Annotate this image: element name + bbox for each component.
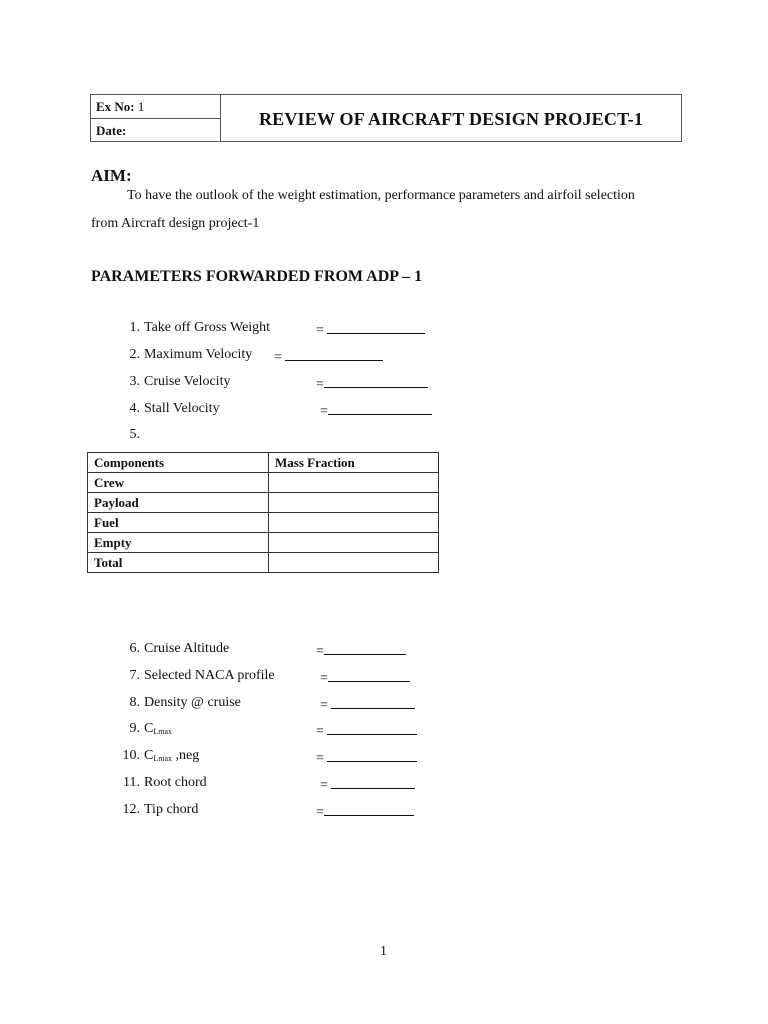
parameters-heading: PARAMETERS FORWARDED FROM ADP – 1 [91, 268, 423, 285]
item-equals: = [316, 721, 417, 740]
table-row [88, 473, 439, 493]
header-meta [91, 95, 221, 141]
item-number: 3. [129, 374, 140, 389]
item-number: 6. [129, 641, 140, 656]
aim-heading: AIM: [91, 166, 132, 185]
answer-blank [324, 641, 406, 655]
answer-blank [327, 748, 417, 762]
item-equals: = [316, 748, 417, 767]
component-cell: Fuel [88, 513, 269, 533]
item-label: Density @ cruise [144, 695, 241, 710]
column-header: Mass Fraction [269, 453, 439, 473]
mass-fraction-table [87, 452, 439, 573]
header-box [90, 94, 682, 142]
item-label: Tip chord [144, 802, 199, 817]
answer-blank [331, 775, 415, 789]
page-number: 1 [380, 944, 387, 959]
answer-blank [327, 320, 425, 334]
item-number: 11. [123, 775, 140, 790]
item-equals: = [320, 695, 415, 714]
component-cell: Total [88, 553, 269, 573]
item-equals: = [320, 668, 410, 687]
item-number: 8. [129, 695, 140, 710]
item-number: 12. [122, 802, 140, 817]
item-equals: = [320, 401, 432, 420]
item-label: Maximum Velocity [144, 347, 253, 362]
answer-blank [327, 721, 417, 735]
mass-fraction-cell [269, 493, 439, 513]
table-header-row [88, 453, 439, 473]
column-header: Components [88, 453, 269, 473]
item-number: 10. [122, 748, 140, 763]
ex-no-row [91, 95, 220, 119]
mass-fraction-cell [269, 553, 439, 573]
item-label: Take off Gross Weight [144, 320, 271, 335]
subscript: Lmax [153, 754, 173, 763]
ex-no-label: Ex No: [96, 99, 135, 114]
item-equals: = [320, 775, 415, 794]
answer-blank [324, 374, 428, 388]
date-row [91, 119, 220, 142]
item-equals: = [316, 641, 406, 660]
item-label: Stall Velocity [144, 401, 220, 416]
mass-fraction-cell [269, 473, 439, 493]
aim-text-line-2: from Aircraft design project-1 [91, 216, 260, 231]
table-row [88, 553, 439, 573]
table-row [88, 493, 439, 513]
aim-text-line-1: To have the outlook of the weight estimation, performance parameters and airfoil selection [127, 188, 635, 203]
item-number: 4. [129, 401, 140, 416]
item-label: Cruise Altitude [144, 641, 230, 656]
item-number: 9. [129, 721, 140, 736]
component-cell: Payload [88, 493, 269, 513]
item-label: Cruise Velocity [144, 374, 231, 389]
item-label: $C_{Lmax}$ ,neg [144, 748, 200, 763]
item-number: 7. [129, 668, 140, 683]
item-equals: = [316, 320, 425, 339]
answer-blank [285, 347, 383, 361]
list-item [120, 802, 324, 866]
date-label: Date: [96, 123, 127, 138]
item-number: 2. [129, 347, 140, 362]
ex-no-value: 1 [137, 99, 145, 114]
item-label: Selected NACA profile [144, 668, 275, 683]
subscript: Lmax [153, 727, 173, 736]
answer-blank [328, 668, 410, 682]
component-cell: Empty [88, 533, 269, 553]
table-row [88, 513, 439, 533]
mass-fraction-cell [269, 513, 439, 533]
item-equals: = [316, 374, 428, 393]
table-row [88, 533, 439, 553]
component-cell: Crew [88, 473, 269, 493]
answer-blank [331, 695, 415, 709]
item-number: 1. [129, 320, 140, 335]
document-title: REVIEW OF AIRCRAFT DESIGN PROJECT-1 [258, 109, 644, 129]
item-label: $C_{Lmax}$ [144, 721, 173, 736]
answer-blank [328, 401, 432, 415]
mass-fraction-cell [269, 533, 439, 553]
item-equals: = [274, 347, 383, 366]
item-number: 5. [129, 427, 140, 442]
item-label: Root chord [144, 775, 207, 790]
item-equals: = [316, 802, 414, 821]
answer-blank [324, 802, 414, 816]
